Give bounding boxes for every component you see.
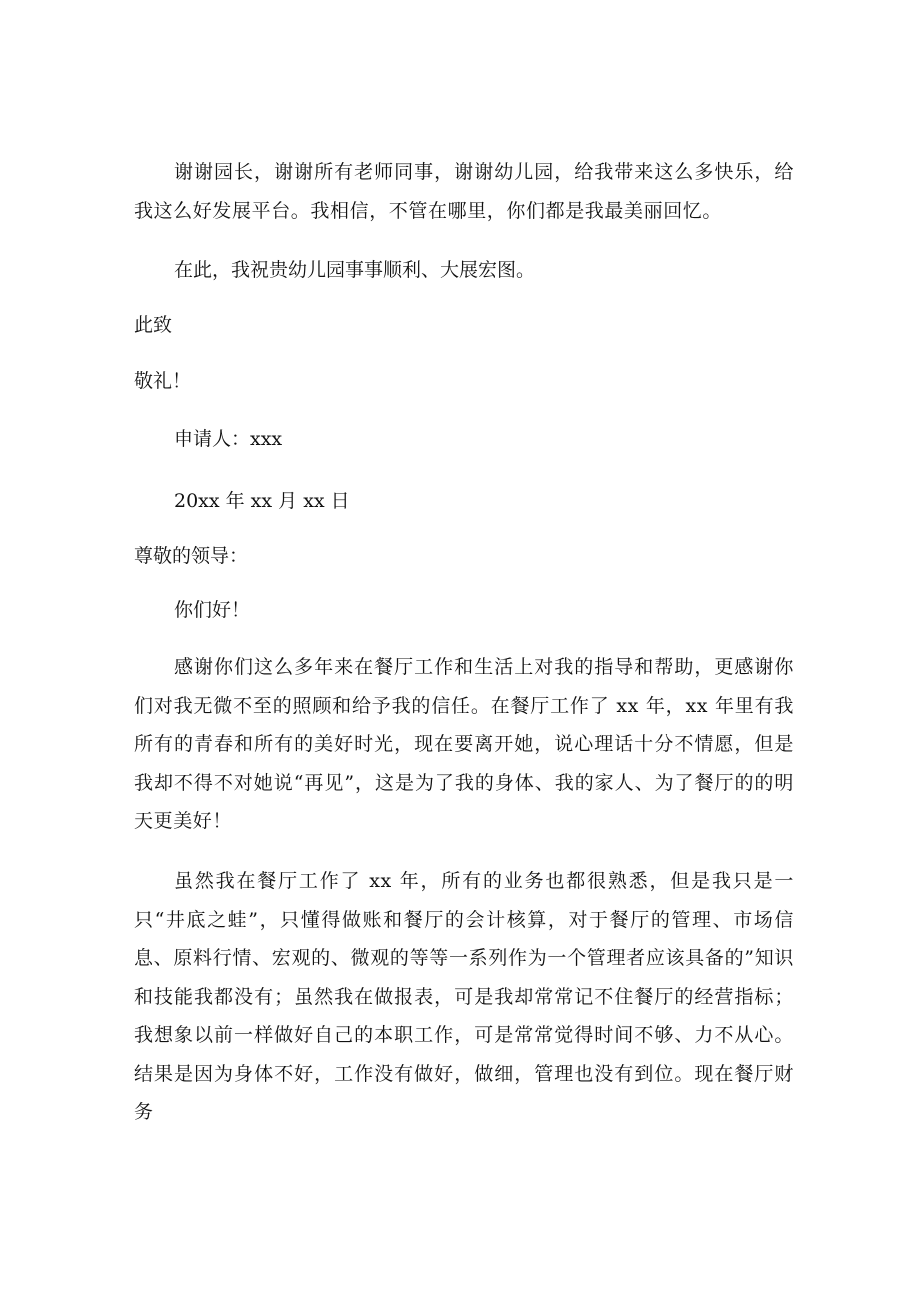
letter1-paragraph-thanks: 谢谢园长，谢谢所有老师同事，谢谢幼儿园，给我带来这么多快乐，给我这么好发展平台。我相信，不管在哪里，你们都是我最美丽回忆。 xyxy=(134,161,794,222)
letter2-greeting: 你们好！ xyxy=(174,599,251,621)
letter2-paragraph-gratitude: 感谢你们这么多年来在餐厅工作和生活上对我的指导和帮助，更感谢你们对我无微不至的照顾和给予我的信任。在餐厅工作了 xx 年，xx 年里有我所有的青春和所有的美好时光，现在要离开她，说心理话十分不情愿，但是我却不得不对她说“再见”，这是为了我的身体、我的家人、为了餐厅的的明天更美好！ xyxy=(134,656,794,832)
letter1-signature: 申请人：xxx xyxy=(174,428,283,450)
letter2-paragraph-reasons: 虽然我在餐厅工作了 xx 年，所有的业务也都很熟悉，但是我只是一只“井底之蛙”，只懂得做账和餐厅的会计核算，对于餐厅的管理、市场信息、原料行情、宏观的、微观的等等一系列作为一个管理者应该具备的”知识和技能我都没有；虽然我在做报表，可是我却常常记不住餐厅的经营指标；我想象以前一样做好自己的本职工作，可是常常觉得时间不够、力不从心。结果是因为身体不好，工作没有做好，做细，管理也没有到位。现在餐厅财务 xyxy=(134,870,794,1123)
letter2-salutation: 尊敬的领导： xyxy=(134,545,249,567)
letter1-date: 20xx 年 xx 月 xx 日 xyxy=(174,490,350,512)
letter1-closing-jingli: 敬礼！ xyxy=(134,370,192,392)
letter1-closing-cizhi: 此致 xyxy=(134,314,173,336)
letter1-paragraph-wishes: 在此，我祝贵幼儿园事事顺利、大展宏图。 xyxy=(174,259,536,281)
